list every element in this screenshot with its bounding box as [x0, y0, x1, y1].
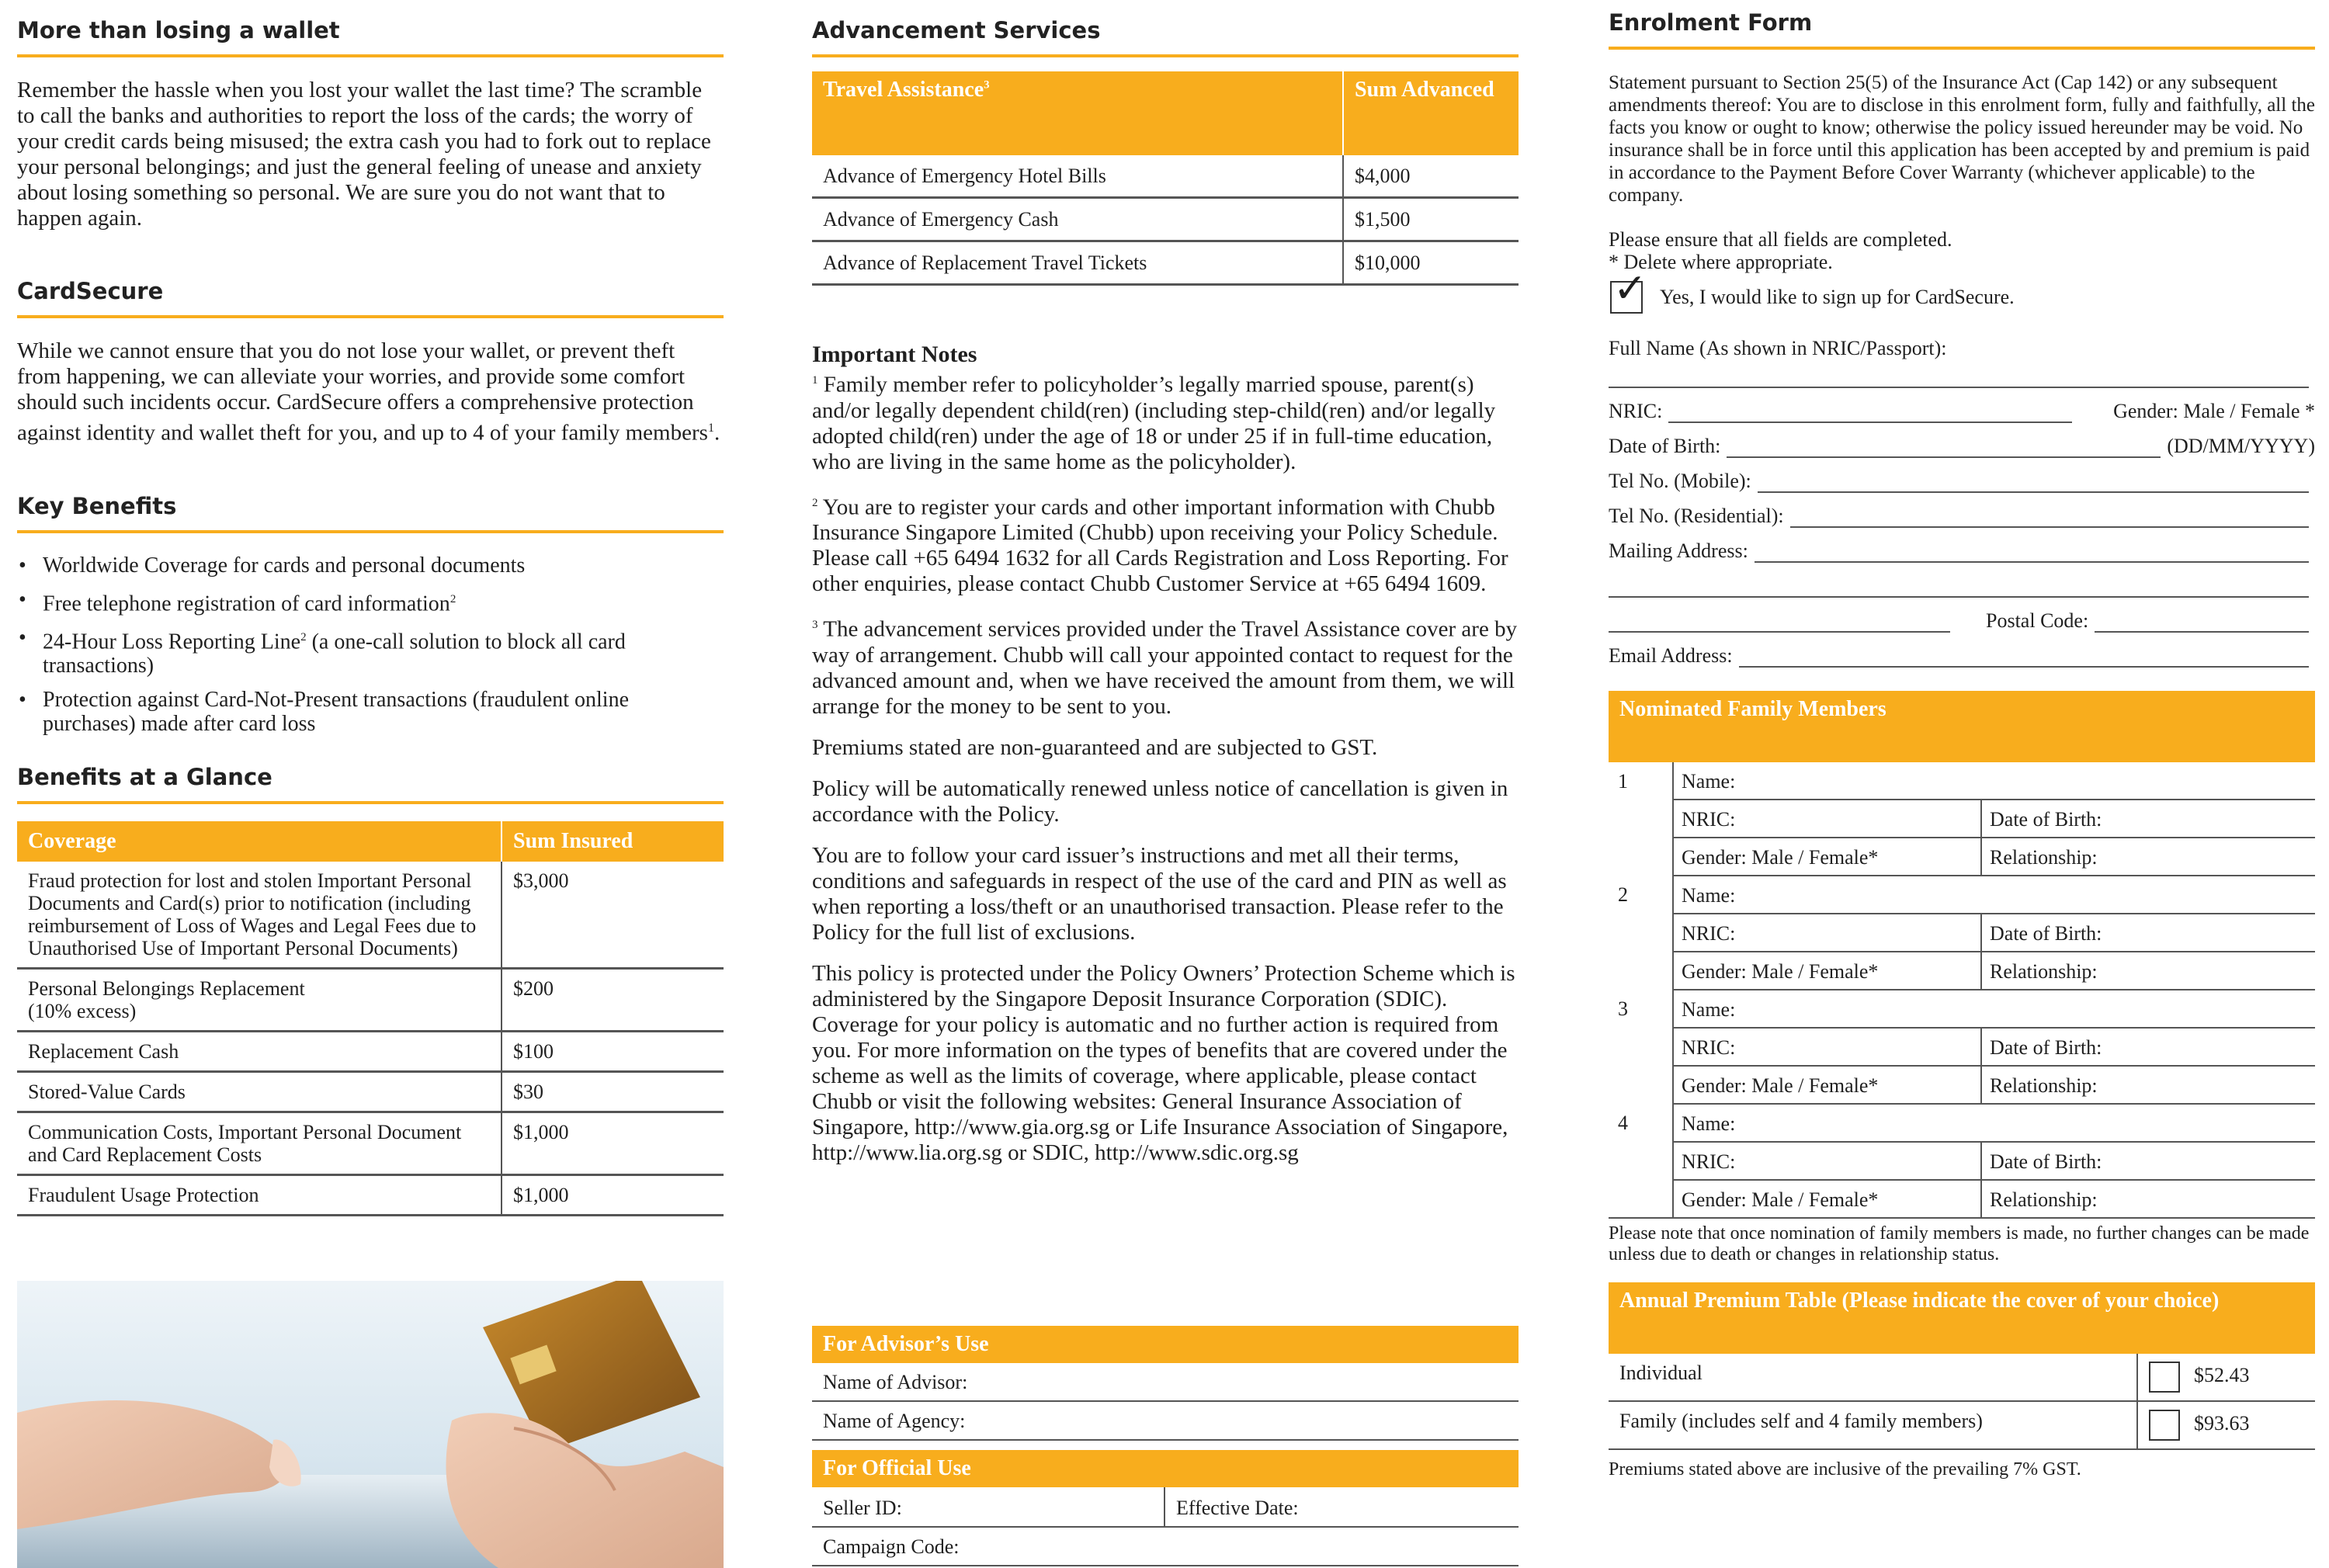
- member-gender-field[interactable]: Gender: Male / Female*: [1673, 952, 1981, 990]
- member-gender-field[interactable]: Gender: Male / Female*: [1673, 838, 1981, 876]
- table-row: [1609, 914, 2315, 952]
- nric-label: NRIC:: [1609, 400, 1663, 422]
- mailing-label: Mailing Address:: [1609, 539, 1748, 562]
- table-cell: $30: [502, 1072, 724, 1112]
- column-middle: [812, 0, 1519, 1558]
- premium-note: Premiums stated above are inclusive of the prevailing 7% GST.: [1609, 1459, 2081, 1480]
- mailing-input-line-3[interactable]: [1609, 614, 1950, 633]
- member-relationship-field[interactable]: Relationship:: [1981, 1180, 2315, 1217]
- member-name-field[interactable]: Name:: [1673, 876, 2315, 914]
- cardsecure-text-end: .: [713, 420, 720, 446]
- table-cell: $1,500: [1343, 198, 1519, 241]
- official-title: For Official Use: [812, 1450, 1519, 1487]
- table-cell: $10,000: [1343, 241, 1519, 285]
- member-number: 4: [1618, 1112, 1628, 1134]
- note-text: The advancement services provided under the Travel Assistance cover are by way of arrangement. Chubb will call your appointed contact to request for the advanced amount and, when we have received the amount from them, we will arrange for the money to be sent to you.: [812, 616, 1518, 719]
- section-title-cardsecure: CardSecure: [17, 278, 724, 318]
- footnote-ref: 2: [812, 496, 818, 509]
- table-cell: $1,000: [502, 1112, 724, 1175]
- postal-input-line[interactable]: [2095, 614, 2309, 633]
- table-cell: Advance of Emergency Hotel Bills: [812, 155, 1343, 198]
- signup-checkbox[interactable]: [1610, 265, 1647, 314]
- advancement-table: [812, 71, 1519, 286]
- table-row: [1609, 990, 2315, 1028]
- table-row: [1609, 1401, 2315, 1449]
- official-row: [812, 1487, 1519, 1528]
- column-right: [1609, 0, 2315, 1480]
- member-nric-field[interactable]: NRIC:: [1673, 1142, 1981, 1180]
- tel-mobile-input-line[interactable]: [1758, 474, 2309, 493]
- table-row: [1609, 952, 2315, 990]
- member-number: 1: [1618, 770, 1628, 793]
- key-benefits-list: [17, 553, 724, 737]
- important-notes-title: Important Notes: [812, 342, 977, 367]
- table-cell: $200: [502, 969, 724, 1032]
- table-header-coverage: Coverage: [17, 821, 502, 862]
- table-cell: Fraudulent Usage Protection: [17, 1175, 502, 1216]
- table-row: [17, 1032, 724, 1072]
- official-section: [812, 1450, 1519, 1566]
- dob-row: [1609, 423, 2315, 458]
- family-title: Nominated Family Members: [1609, 691, 2315, 762]
- table-row: [17, 1175, 724, 1216]
- section-title-advancement: Advancement Services: [812, 17, 1519, 57]
- individual-checkbox[interactable]: [2149, 1362, 2180, 1393]
- footnote-ref: 3: [984, 78, 990, 92]
- important-notes: [812, 342, 1519, 1166]
- table-cell: Fraud protection for lost and stolen Important Personal Documents and Card(s) prior to notification (including reimbursement of Loss of Wages and Legal Fees due to Unauthorised Use of Important Personal Documents): [17, 862, 502, 969]
- footnote-ref: 2: [300, 630, 307, 644]
- table-row: [17, 969, 724, 1032]
- table-row: [1609, 1354, 2315, 1401]
- member-relationship-field[interactable]: Relationship:: [1981, 952, 2315, 990]
- member-relationship-field[interactable]: Relationship:: [1981, 838, 2315, 876]
- table-cell: $100: [502, 1032, 724, 1072]
- note-card-issuer: You are to follow your card issuer’s instructions and met all their terms, conditions and safeguards in respect of the use of the card and PIN as well as when reporting a loss/theft or an unauthorised transaction. Please refer to the Policy for the full list of exclusions.: [812, 842, 1507, 945]
- member-dob-field[interactable]: Date of Birth:: [1981, 914, 2315, 952]
- check-icon: ✓: [1613, 265, 1647, 312]
- mailing-line-2: [1609, 563, 2315, 598]
- table-row: [1609, 762, 2315, 800]
- seller-id-field[interactable]: Seller ID:: [812, 1487, 1165, 1526]
- list-item-text: 24-Hour Loss Reporting Line: [43, 630, 301, 654]
- list-item: [17, 626, 724, 678]
- email-label: Email Address:: [1609, 644, 1733, 667]
- header-label: Travel Assistance: [823, 78, 984, 102]
- losing-wallet-text: Remember the hassle when you lost your wallet the last time? The scramble to call the banks and authorities to report the loss of the cards; the worry of your credit cards being misused; the extra cash you had to fork out to replace your personal belongings; and just the general feeling of unease and anxiety about losing something so personal. We are sure you do not want that to happen again.: [17, 78, 711, 231]
- cardsecure-text: [17, 338, 724, 446]
- table-cell: Stored-Value Cards: [17, 1072, 502, 1112]
- note-text: Family member refer to policyholder’s legally married spouse, parent(s) and/or legally dependent child(ren) (including step-child(ren) and/or legally adopted child(ren) under the age of 18 or under 25 if in full-time education, who are living in the same home as the policyholder).: [812, 372, 1496, 474]
- delete-appropriate-text: * Delete where appropriate.: [1609, 251, 1833, 273]
- mailing-input-line[interactable]: [1755, 544, 2309, 563]
- table-row: [1609, 1142, 2315, 1180]
- footnote-ref: 3: [812, 619, 818, 632]
- full-name-label: Full Name (As shown in NRIC/Passport):: [1609, 337, 1947, 359]
- member-name-field[interactable]: Name:: [1673, 1104, 2315, 1142]
- table-row: [1609, 876, 2315, 914]
- full-name-input-line[interactable]: [1609, 360, 2309, 388]
- note-text: You are to register your cards and other important information with Chubb Insurance Singapore Limited (Chubb) upon receiving your Policy Schedule. Please call +65 6494 1632 for all Cards Registration and Loss Reporting. For other enquiries, please contact Chubb Customer Service at +65 6494 1609.: [812, 494, 1508, 597]
- section-title-losing-wallet: More than losing a wallet: [17, 17, 724, 57]
- tel-res-row: [1609, 493, 2315, 528]
- note-3: [812, 612, 1519, 720]
- footnote-ref: 1: [707, 421, 714, 435]
- member-gender-field[interactable]: Gender: Male / Female*: [1673, 1066, 1981, 1104]
- table-row: [1609, 800, 2315, 838]
- member-dob-field[interactable]: Date of Birth:: [1981, 1142, 2315, 1180]
- postal-label: Postal Code:: [1986, 609, 2089, 632]
- tel-res-input-line[interactable]: [1790, 509, 2309, 528]
- hand-card-photo: [17, 1281, 724, 1568]
- benefits-table: [17, 821, 724, 1216]
- table-header-sum-insured: Sum Insured: [502, 821, 724, 862]
- premium-label: Family (includes self and 4 family members): [1609, 1401, 2137, 1449]
- section-title-key-benefits: Key Benefits: [17, 493, 724, 533]
- table-cell: $4,000: [1343, 155, 1519, 198]
- member-nric-field[interactable]: NRIC:: [1673, 1028, 1981, 1066]
- column-left: [17, 0, 724, 1216]
- premium-table: [1609, 1354, 2315, 1450]
- table-row: [1609, 1180, 2315, 1217]
- member-dob-field[interactable]: Date of Birth:: [1981, 1028, 2315, 1066]
- note-sdic: This policy is protected under the Policy Owners’ Protection Scheme which is administered by the Singapore Deposit Insurance Corporation (SDIC). Coverage for your policy is automatic and no further action is required from you. For more information on the types of benefits that are covered under the scheme as well as the limits of coverage, where applicable, please contact Chubb or visit the following websites: General Insurance Association of Singapore, http://www.gia.org.sg or Life Insurance Association of Singapore, http://www.lia.org.sg or SDIC, http://www.sdic.org.sg: [812, 960, 1515, 1165]
- table-row: [17, 1112, 724, 1175]
- email-input-line[interactable]: [1739, 649, 2309, 668]
- table-header-row: [812, 71, 1519, 155]
- member-dob-field[interactable]: Date of Birth:: [1981, 800, 2315, 838]
- section-title-enrolment: Enrolment Form: [1609, 9, 2315, 50]
- dob-input-line[interactable]: [1727, 439, 2161, 458]
- postal-row: [1609, 598, 2315, 633]
- premium-title: Annual Premium Table (Please indicate the cover of your choice): [1609, 1282, 2315, 1354]
- family-checkbox[interactable]: [2149, 1410, 2180, 1441]
- table-row: [1609, 1028, 2315, 1066]
- table-row: [17, 1072, 724, 1112]
- gender-label: Gender: Male / Female *: [2113, 400, 2315, 422]
- table-cell: Communication Costs, Important Personal Document and Card Replacement Costs: [17, 1112, 502, 1175]
- tel-mobile-label: Tel No. (Mobile):: [1609, 470, 1751, 492]
- list-item-text-rest: (a one-call solution to block all card transactions): [43, 630, 626, 678]
- mailing-row: [1609, 528, 2315, 563]
- table-row: [812, 241, 1519, 285]
- member-nric-field[interactable]: NRIC:: [1673, 800, 1981, 838]
- table-cell: Replacement Cash: [17, 1032, 502, 1072]
- premium-choice-cell: [2137, 1401, 2315, 1449]
- dob-format: (DD/MM/YYYY): [2167, 435, 2315, 457]
- premium-price: $52.43: [2194, 1363, 2250, 1386]
- list-item-text: Free telephone registration of card information: [43, 591, 450, 616]
- member-name-field[interactable]: Name:: [1673, 762, 2315, 800]
- email-row: [1609, 633, 2315, 668]
- dob-label: Date of Birth:: [1609, 435, 1721, 457]
- member-relationship-field[interactable]: Relationship:: [1981, 1066, 2315, 1104]
- table-row: [812, 155, 1519, 198]
- member-nric-field[interactable]: NRIC:: [1673, 914, 1981, 952]
- mailing-input-line-2[interactable]: [1609, 579, 2309, 598]
- table-cell: Advance of Replacement Travel Tickets: [812, 241, 1343, 285]
- premium-price: $93.63: [2194, 1411, 2250, 1434]
- list-item: [17, 553, 724, 578]
- member-number: 3: [1618, 997, 1628, 1020]
- advisor-section: [812, 1326, 1519, 1441]
- tel-res-label: Tel No. (Residential):: [1609, 505, 1784, 527]
- note-2: [812, 491, 1519, 598]
- enrolment-statement: Statement pursuant to Section 25(5) of the Insurance Act (Cap 142) or any subsequent amendments thereof: You are to disclose in this enrolment form, fully and faithfully, all the facts you know or ought to know; otherwise the policy issued hereunder may be void. No insurance shall be in force until this application has been accepted by and premium is paid in accordance to the Payment Before Cover Warranty (whichever applicable) to the company.: [1609, 72, 2315, 206]
- note-gst: Premiums stated are non-guaranteed and are subjected to GST.: [812, 734, 1378, 760]
- table-header-travel-assistance: [812, 71, 1343, 155]
- table-header-sum-advanced: Sum Advanced: [1343, 71, 1519, 155]
- nric-input-line[interactable]: [1668, 404, 2072, 423]
- table-row: [1609, 1066, 2315, 1104]
- premium-choice-cell: [2137, 1354, 2315, 1401]
- member-gender-field[interactable]: Gender: Male / Female*: [1673, 1180, 1981, 1217]
- family-members-table: [1609, 762, 2315, 1217]
- signup-row: [1609, 265, 2315, 314]
- table-cell: Personal Belongings Replacement (10% excess): [17, 969, 502, 1032]
- campaign-code-field[interactable]: Campaign Code:: [812, 1528, 1519, 1566]
- table-cell: $1,000: [502, 1175, 724, 1216]
- table-row: [1609, 1104, 2315, 1142]
- name-of-agency-field[interactable]: Name of Agency:: [812, 1402, 1519, 1441]
- footnote-ref: 2: [449, 592, 456, 605]
- effective-date-field[interactable]: Effective Date:: [1176, 1497, 1299, 1519]
- section-title-benefits-glance: Benefits at a Glance: [17, 764, 724, 804]
- table-cell: $3,000: [502, 862, 724, 969]
- family-note: Please note that once nomination of family members is made, no further changes can be made unless due to death or changes in relationship status.: [1609, 1217, 2315, 1265]
- premium-label: Individual: [1609, 1354, 2137, 1401]
- table-row: [1609, 838, 2315, 876]
- list-item: [17, 688, 724, 736]
- table-cell: Advance of Emergency Cash: [812, 198, 1343, 241]
- ensure-fields-text: Please ensure that all fields are completed.: [1609, 228, 1952, 251]
- hand-card-illustration: [17, 1281, 724, 1568]
- table-row: [17, 862, 724, 969]
- note-renewal: Policy will be automatically renewed unless notice of cancellation is given in accordance with the Policy.: [812, 775, 1508, 827]
- cardsecure-text-main: While we cannot ensure that you do not lose your wallet, or prevent theft from happening, we can alleviate your worries, and provide some comfort should such incidents occur. CardSecure offers a comprehensive protection against identity and wallet theft for you, and up to 4 of your family members: [17, 338, 708, 446]
- list-item-text: Protection against Card-Not-Present transactions (fraudulent online purchases) made after card loss: [43, 688, 630, 737]
- table-header-row: [17, 821, 724, 862]
- advisor-title: For Advisor’s Use: [812, 1326, 1519, 1363]
- list-item-text: Worldwide Coverage for cards and personal documents: [43, 553, 526, 578]
- tel-mobile-row: [1609, 458, 2315, 493]
- signup-label: Yes, I would like to sign up for CardSecure.: [1660, 286, 2015, 308]
- member-number: 2: [1618, 883, 1628, 906]
- member-name-field[interactable]: Name:: [1673, 990, 2315, 1028]
- note-1: [812, 368, 1519, 475]
- table-row: [812, 198, 1519, 241]
- name-of-advisor-field[interactable]: Name of Advisor:: [812, 1363, 1519, 1402]
- footnote-ref: 1: [812, 374, 818, 387]
- nric-gender-row: [1609, 388, 2315, 423]
- list-item: [17, 588, 724, 616]
